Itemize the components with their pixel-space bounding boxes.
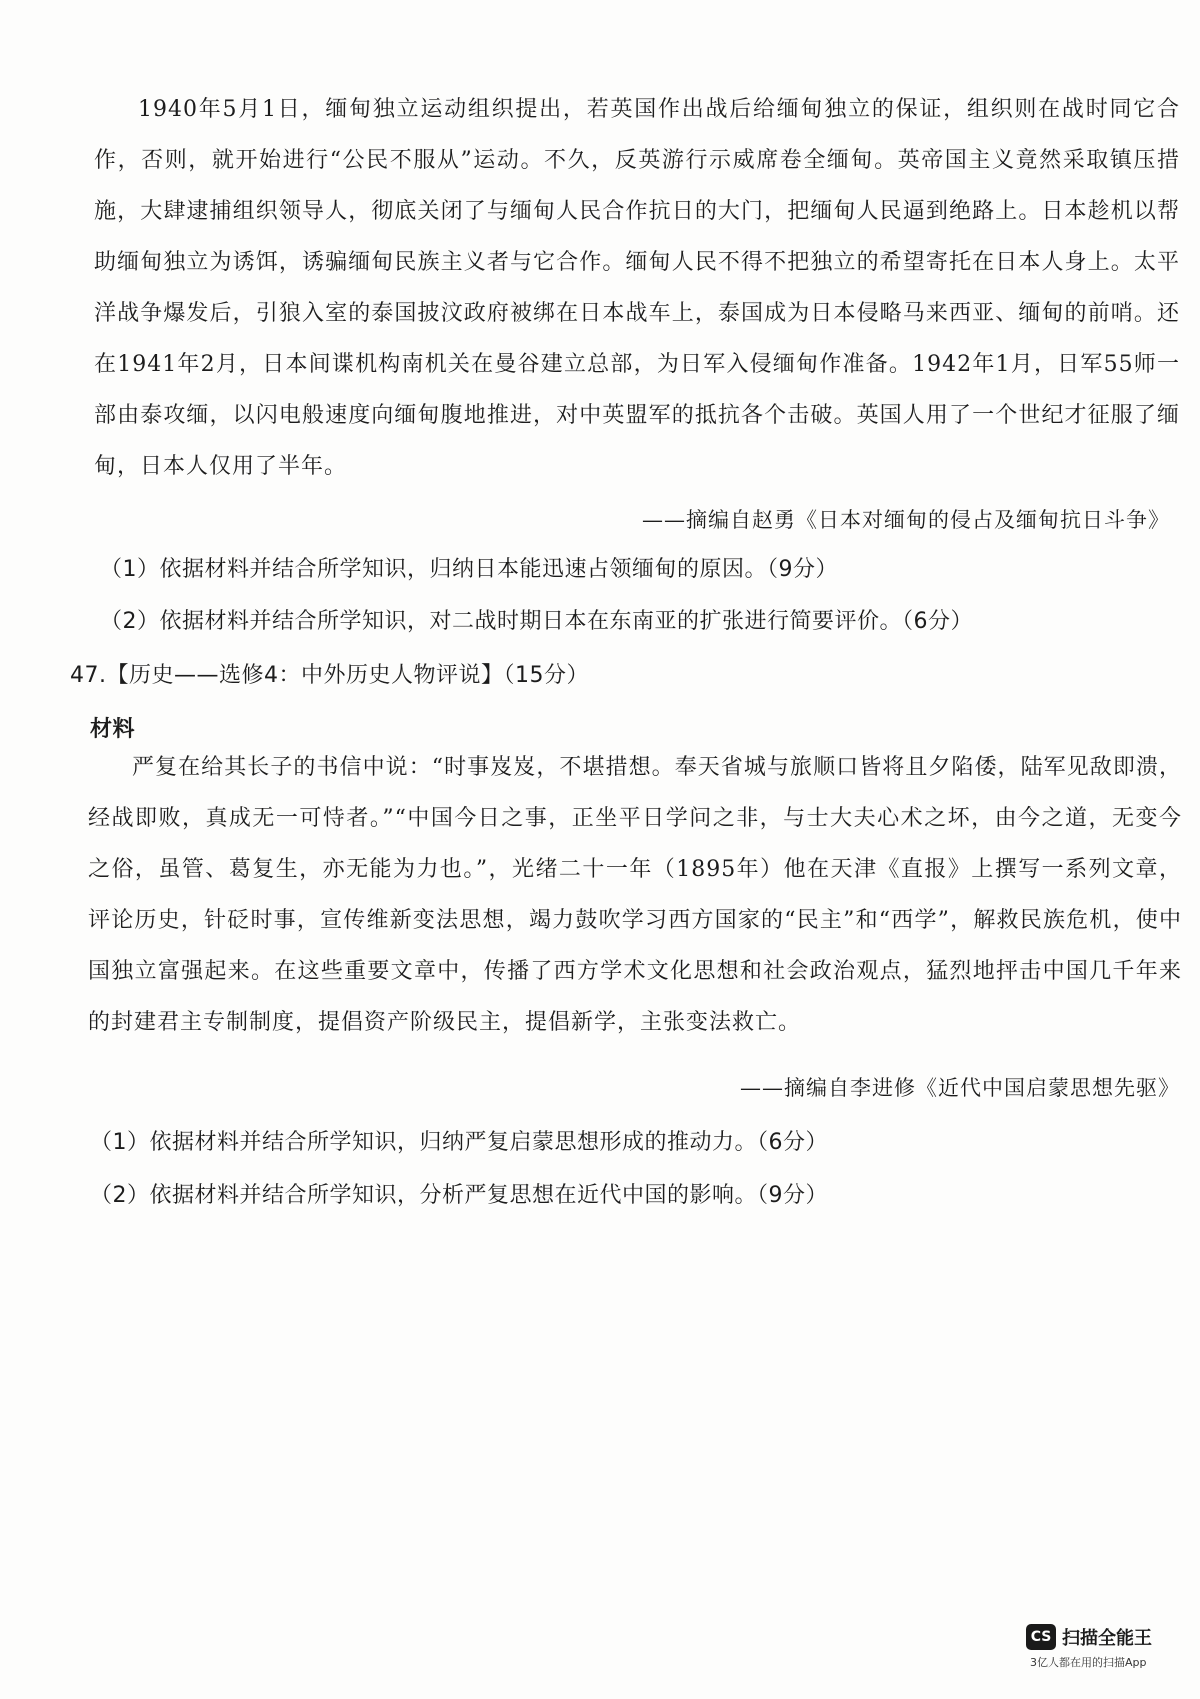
material-source-46: ——摘编自赵勇《日本对缅甸的侵占及缅甸抗日斗争》 — [642, 508, 1170, 532]
scanner-watermark-logo — [1026, 1624, 1152, 1650]
material-paragraph-47: 严复在给其长子的书信中说：“时事岌岌，不堪措想。奉天省城与旅顺口皆将且夕陷倭，陆军见敌即溃，经战即败，真成无一可恃者。”“中国今日之事，正坐平日学问之非，与士大夫心术之坏，由今之道，无变今之俗，虽管、葛复生，亦无能为力也。”，光绪二十一年（1895年）他在天津《直报》上撰写一系列文章，评论历史，针砭时事，宣传维新变法思想，竭力鼓吹学习西方国家的“民主”和“西学”，解救民族危机，使中国独立富强起来。在这些重要文章中，传播了西方学术文化思想和社会政治观点，猛烈地抨击中国几千年来的封建君主专制制度，提倡资产阶级民主，提倡新学，主张变法救亡。 — [88, 755, 1182, 1035]
cs-logo-icon: CS — [1026, 1624, 1056, 1650]
question-46-2: （2）依据材料并结合所学知识，对二战时期日本在东南亚的扩张进行简要评价。（6分） — [100, 609, 973, 634]
watermark-tagline: 3亿人都在用的扫描App — [1030, 1656, 1147, 1669]
material-source-47: ——摘编自李进修《近代中国启蒙思想先驱》 — [740, 1076, 1180, 1100]
question-47-1: （1）依据材料并结合所学知识，归纳严复启蒙思想形成的推动力。（6分） — [90, 1130, 828, 1155]
question-47-2: （2）依据材料并结合所学知识，分析严复思想在近代中国的影响。（9分） — [90, 1183, 828, 1208]
watermark-app-name: 扫描全能王 — [1062, 1628, 1152, 1649]
question-47-header: 47.【历史——选修4：中外历史人物评说】（15分） — [70, 663, 589, 688]
material-label: 材料 — [90, 717, 136, 742]
material-paragraph-46: 1940年5月1日，缅甸独立运动组织提出，若英国作出战后给缅甸独立的保证，组织则在战时同它合作，否则，就开始进行“公民不服从”运动。不久，反英游行示威席卷全缅甸。英帝国主义竟然采取镇压措施，大肆逮捕组织领导人，彻底关闭了与缅甸人民合作抗日的大门，把缅甸人民逼到绝路上。日本趁机以帮助缅甸独立为诱饵，诱骗缅甸民族主义者与它合作。缅甸人民不得不把独立的希望寄托在日本人身上。太平洋战争爆发后，引狼入室的泰国披汶政府被绑在日本战车上，泰国成为日本侵略马来西亚、缅甸的前哨。还在1941年2月，日本间谍机构南机关在曼谷建立总部，为日军入侵缅甸作准备。1942年1月，日军55师一部由泰攻缅，以闪电般速度向缅甸腹地推进，对中英盟军的抵抗各个击破。英国人用了一个世纪才征服了缅甸，日本人仅用了半年。 — [94, 97, 1180, 479]
question-46-1: （1）依据材料并结合所学知识，归纳日本能迅速占领缅甸的原因。（9分） — [100, 557, 838, 582]
